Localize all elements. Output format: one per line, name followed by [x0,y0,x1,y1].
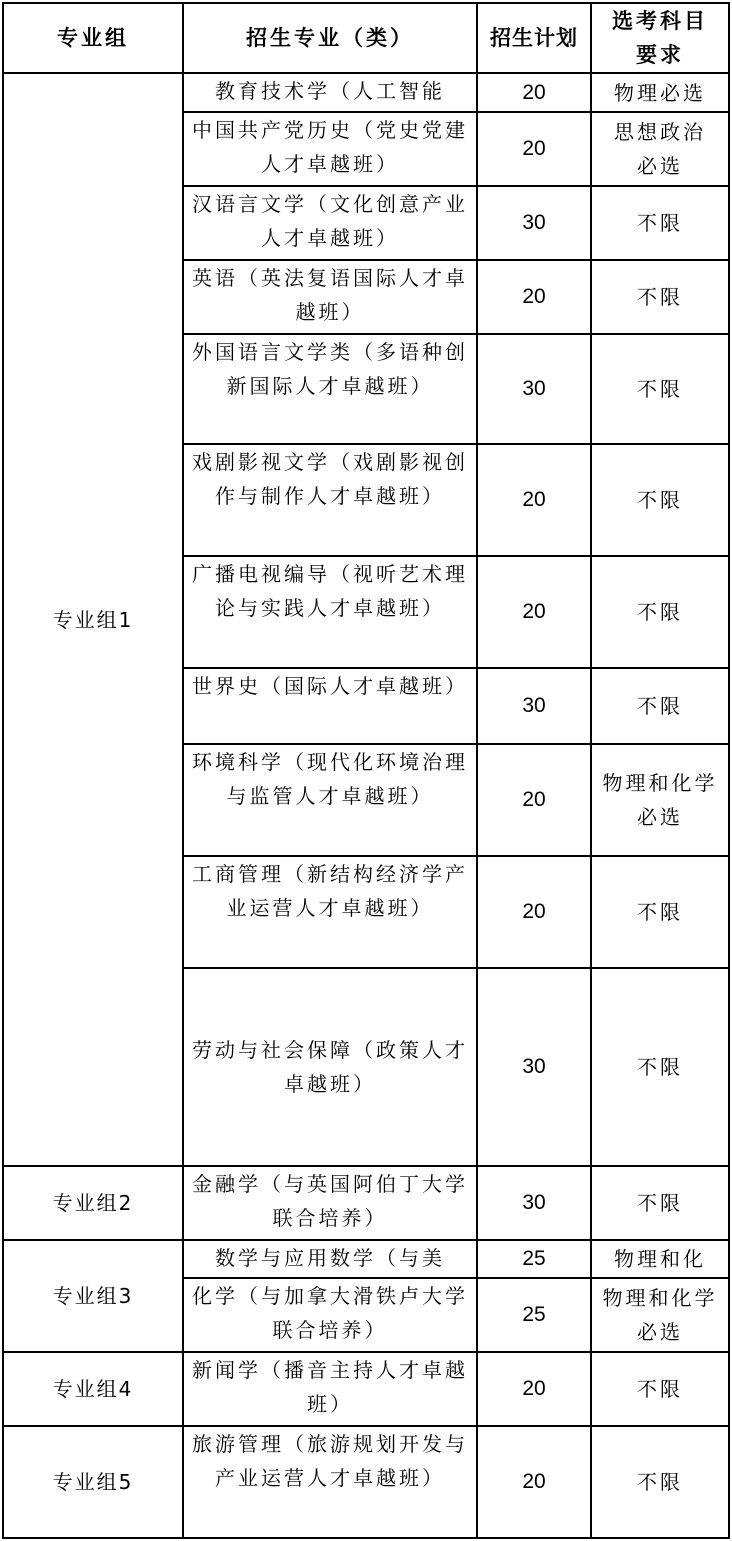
requirement-cell: 不限 [591,968,729,1166]
major-cell: 工商管理（新结构经济学产业运营人才卓越班） [183,856,477,968]
requirement-cell: 不限 [591,186,729,260]
major-cell: 汉语言文学（文化创意产业人才卓越班） [183,186,477,260]
plan-cell: 30 [477,334,591,444]
requirement-cell: 物理必选 [591,73,729,112]
plan-cell: 20 [477,444,591,556]
plan-cell: 20 [477,856,591,968]
header-row [3,3,729,73]
group-cell: 专业组3 [3,1240,183,1352]
plan-cell: 25 [477,1240,591,1278]
table-row [3,1352,729,1426]
requirement-cell: 思想政治必选 [591,112,729,186]
table-row [3,1426,729,1538]
group-cell: 专业组2 [3,1166,183,1240]
requirement-cell: 不限 [591,556,729,668]
plan-cell: 20 [477,744,591,856]
requirement-cell: 物理和化学必选 [591,744,729,856]
requirement-cell: 不限 [591,668,729,744]
requirement-cell: 不限 [591,444,729,556]
requirement-cell: 物理和化学必选 [591,1278,729,1352]
major-cell: 化学（与加拿大滑铁卢大学联合培养） [183,1278,477,1352]
plan-cell: 20 [477,1352,591,1426]
major-cell: 环境科学（现代化环境治理与监管人才卓越班） [183,744,477,856]
major-cell: 金融学（与英国阿伯丁大学联合培养） [183,1166,477,1240]
header-plan: 招生计划 [477,3,591,73]
table-row [3,1166,729,1240]
plan-cell: 30 [477,1166,591,1240]
requirement-cell: 不限 [591,1166,729,1240]
table-row [3,1240,729,1278]
plan-cell: 20 [477,556,591,668]
requirement-cell: 物理和化 [591,1240,729,1278]
header-group: 专业组 [3,3,183,73]
major-cell: 数学与应用数学（与美 [183,1240,477,1278]
major-cell: 新闻学（播音主持人才卓越班） [183,1352,477,1426]
requirement-cell: 不限 [591,334,729,444]
plan-cell: 20 [477,73,591,112]
major-cell: 英语（英法复语国际人才卓越班） [183,260,477,334]
header-major: 招生专业（类） [183,3,477,73]
table-row [3,73,729,112]
plan-cell: 20 [477,1426,591,1538]
group-cell: 专业组5 [3,1426,183,1538]
group-cell: 专业组4 [3,1352,183,1426]
major-cell: 世界史（国际人才卓越班） [183,668,477,744]
plan-cell: 25 [477,1278,591,1352]
major-cell: 戏剧影视文学（戏剧影视创作与制作人才卓越班） [183,444,477,556]
major-cell: 广播电视编导（视听艺术理论与实践人才卓越班） [183,556,477,668]
requirement-cell: 不限 [591,1426,729,1538]
major-cell: 中国共产党历史（党史党建人才卓越班） [183,112,477,186]
major-cell: 旅游管理（旅游规划开发与产业运营人才卓越班） [183,1426,477,1538]
plan-cell: 20 [477,260,591,334]
requirement-cell: 不限 [591,260,729,334]
requirement-cell: 不限 [591,856,729,968]
major-cell: 外国语言文学类（多语种创新国际人才卓越班） [183,334,477,444]
group-cell: 专业组1 [3,73,183,1166]
admission-plan-table [2,2,730,1539]
plan-cell: 30 [477,968,591,1166]
requirement-cell: 不限 [591,1352,729,1426]
plan-cell: 30 [477,668,591,744]
plan-cell: 20 [477,112,591,186]
plan-cell: 30 [477,186,591,260]
major-cell: 劳动与社会保障（政策人才卓越班） [183,968,477,1166]
header-requirement: 选考科目要求 [591,3,729,73]
major-cell: 教育技术学（人工智能 [183,73,477,112]
